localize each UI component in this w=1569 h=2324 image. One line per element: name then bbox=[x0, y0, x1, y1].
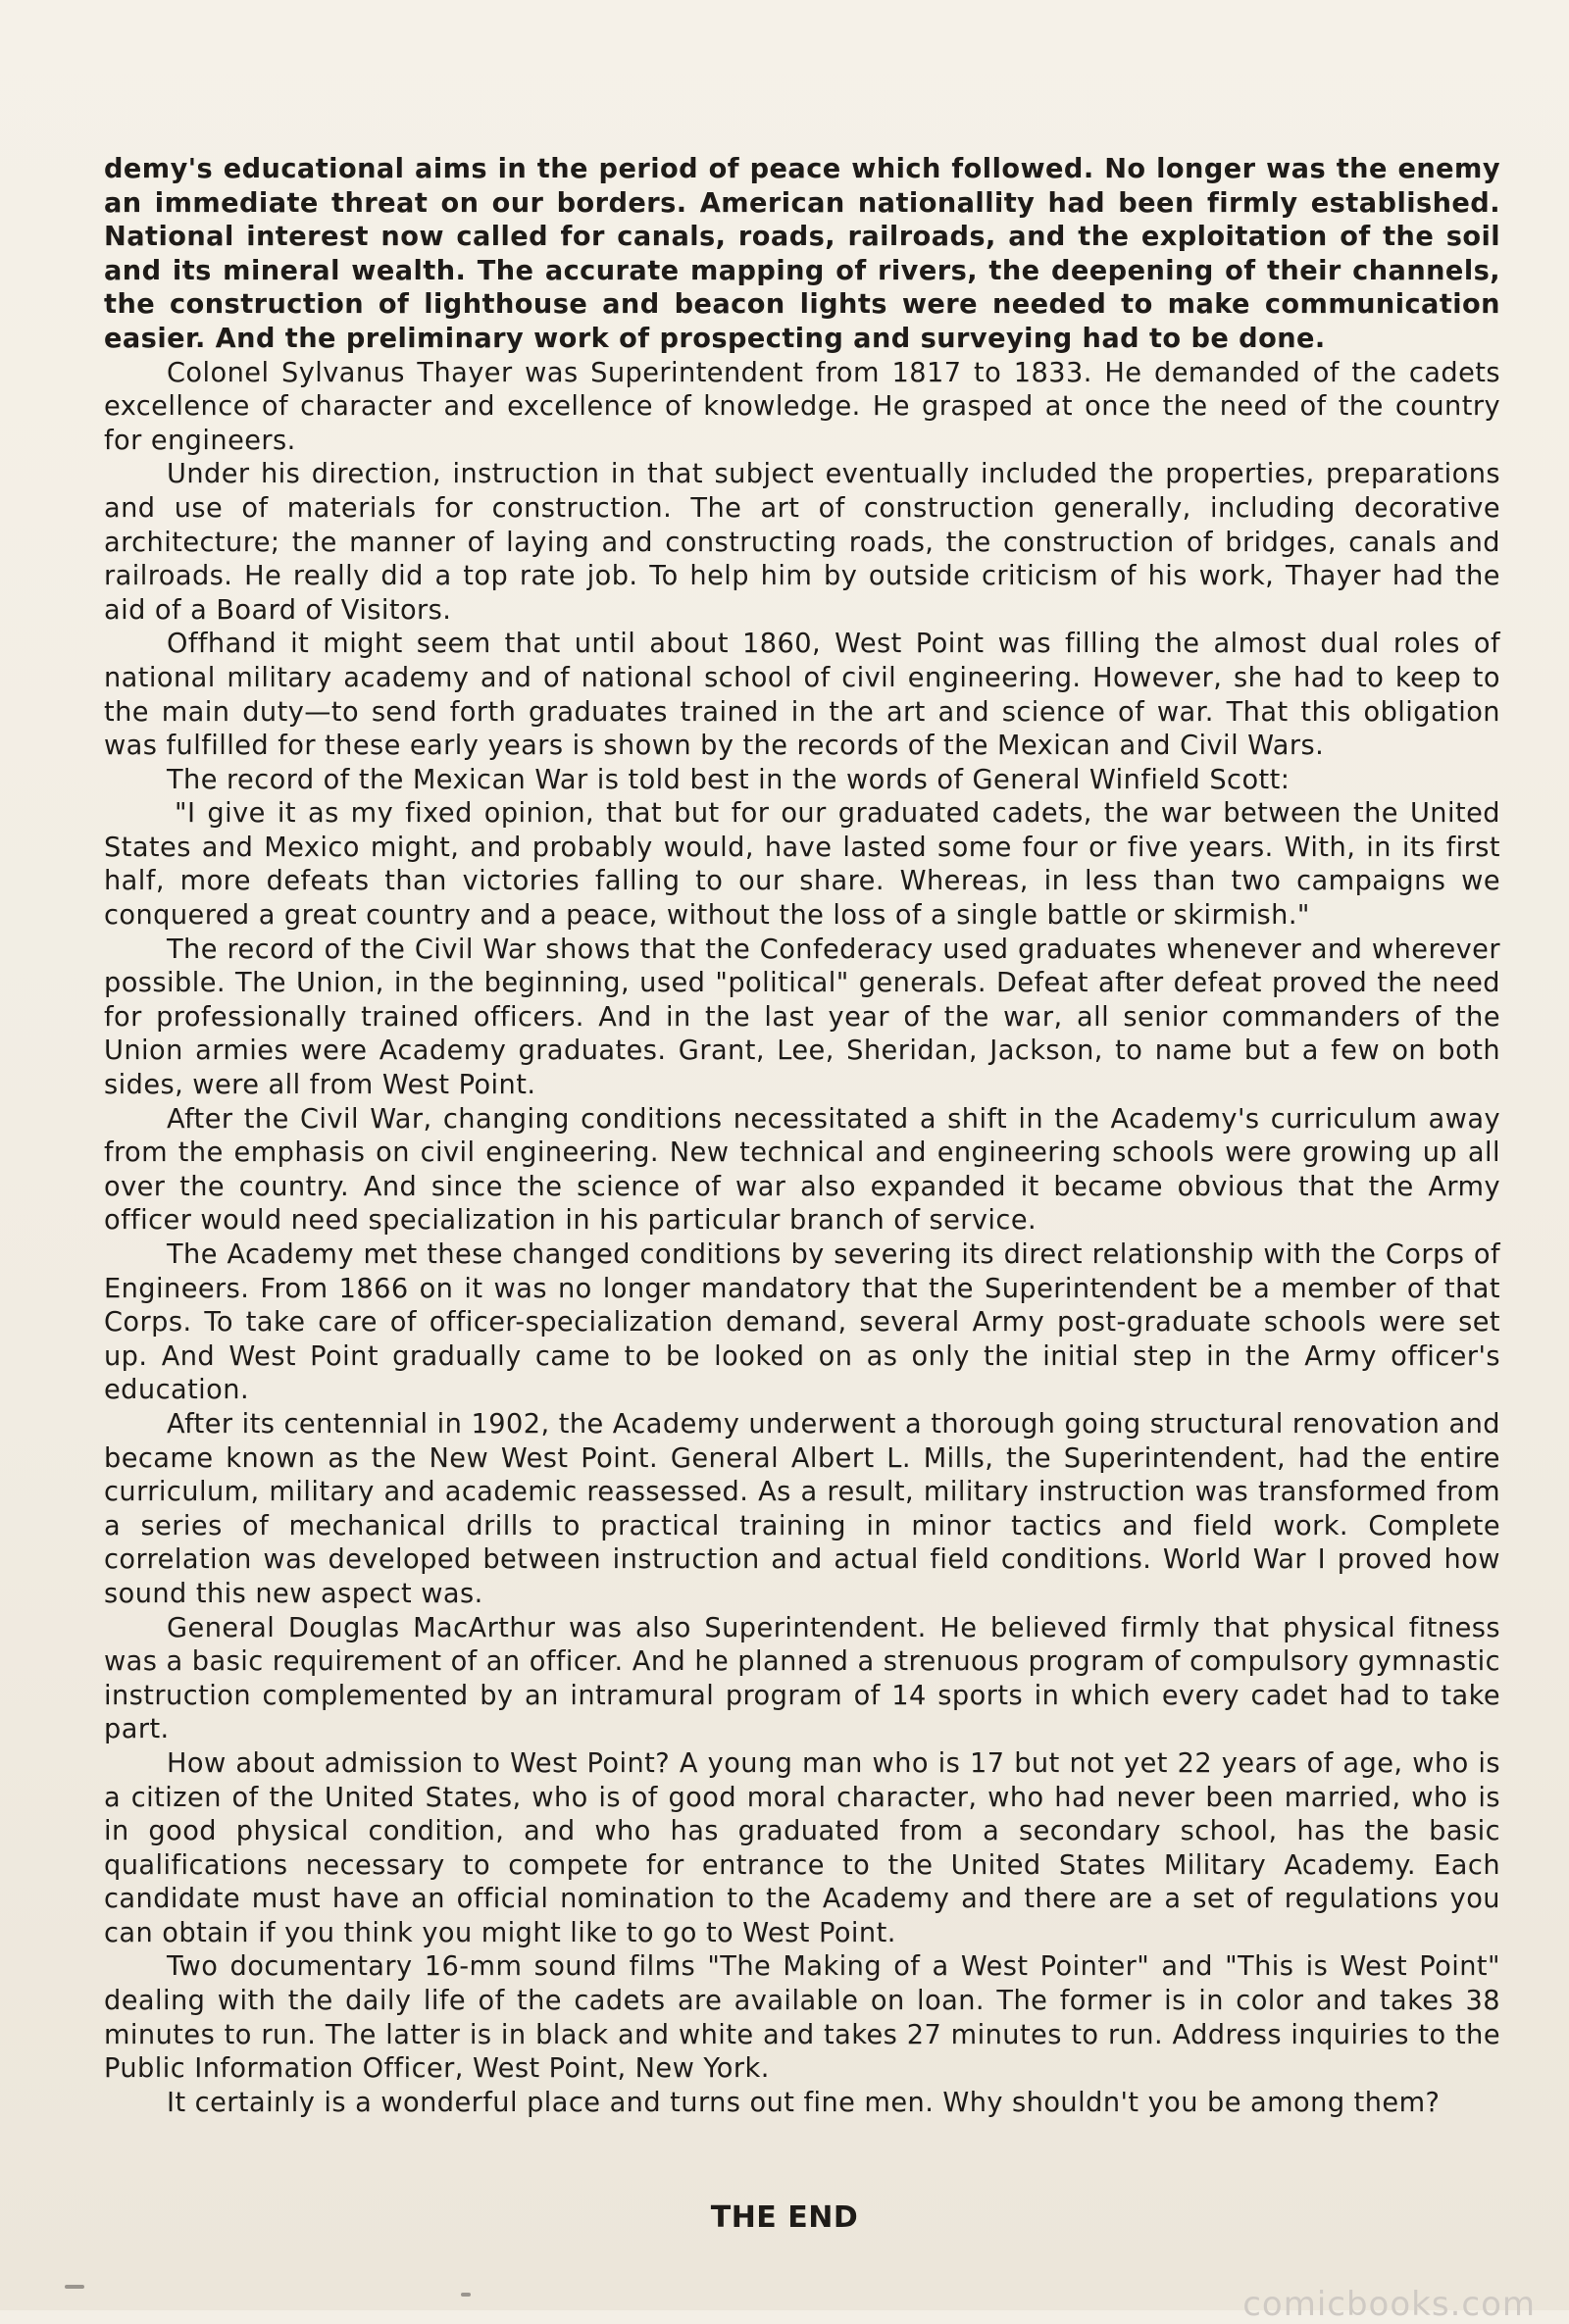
paragraph: General Douglas MacArthur was also Superintendent. He believed firmly that physical fitness was a basic requirement of an officer. And he planned a strenuous program of compulsory gymnastic instruction complemented by an intramural program of 14 sports in which every cadet had to take part. bbox=[104, 1612, 1500, 1745]
paragraph: It certainly is a wonderful place and turns out fine men. Why shouldn't you be among them? bbox=[167, 2087, 1441, 2118]
paragraph: Two documentary 16-mm sound films "The Making of a West Pointer" and "This is West Point" dealing with the daily life of the cadets are available on loan. The former is in color and takes 38 minutes to run. The latter is in black and white and takes 27 minutes to run. Address inquiries to the Public Information Officer, West Point, New York. bbox=[104, 1951, 1500, 2085]
scan-mark bbox=[65, 2285, 84, 2289]
paragraph: Colonel Sylvanus Thayer was Superintendent from 1817 to 1833. He demanded of the cadets excellence of character and excellence of knowledge. He grasped at once the need of the country for engineers. bbox=[104, 357, 1500, 456]
paragraph: How about admission to West Point? A young man who is 17 but not yet 22 years of age, who is a citizen of the United States, who is of good moral character, who had never been married, who is in good physical condition, and who has graduated from a secondary school, has the basic qualifications necessary to compete for entrance to the United States Military Academy. Each candidate must have an official nomination to the Academy and there are a set of regulations you can obtain if you think you might like to go to West Point. bbox=[104, 1747, 1500, 1948]
watermark: comicbooks.com bbox=[1242, 2285, 1536, 2324]
paragraph: demy's educational aims in the period of peace which followed. No longer was the enemy an immediate threat on our borders. American nationallity had been firmly established. National interest now called for canals, roads, railroads, and the exploitation of the soil and its mineral wealth. The accurate mapping of rivers, the deepening of their channels, the construction of lighthouse and beacon lights were needed to make communication easier. And the preliminary work of prospecting and surveying had to be done. bbox=[104, 154, 1500, 354]
paragraph: The record of the Civil War shows that the Confederacy used graduates whenever and wherever possible. The Union, in the beginning, used "political" generals. Defeat after defeat proved the need for professionally trained officers. And in the last year of the war, all senior commanders of the Union armies were Academy graduates. Grant, Lee, Sheridan, Jackson, to name but a few on both sides, were all from West Point. bbox=[104, 934, 1500, 1101]
the-end-label: THE END bbox=[710, 2200, 859, 2235]
scan-mark bbox=[461, 2293, 471, 2297]
article-body bbox=[104, 153, 1500, 2120]
paragraph: Offhand it might seem that until about 1860, West Point was filling the almost dual roles of national military academy and of national school of civil engineering. However, she had to keep to the main duty—to send forth graduates trained in the art and science of war. That this obligation was fulfilled for these early years is shown by the records of the Mexican and Civil Wars. bbox=[104, 629, 1500, 762]
paragraph: The Academy met these changed conditions by severing its direct relationship with the Corps of Engineers. From 1866 on it was no longer mandatory that the Superintendent be a member of that Corps. To take care of officer-specialization demand, several Army post-graduate schools were set up. And West Point gradually came to be looked on as only the initial step in the Army officer's education. bbox=[104, 1239, 1500, 1406]
paragraph: The record of the Mexican War is told best in the words of General Winfield Scott: bbox=[167, 764, 1291, 795]
paragraph: Under his direction, instruction in that subject eventually included the properties, preparations and use of materials for construction. The art of construction generally, including decorative architecture; the manner of laying and constructing roads, the construction of bridges, canals and railroads. He really did a top rate job. To help him by outside criticism of his work, Thayer had the aid of a Board of Visitors. bbox=[104, 459, 1500, 626]
paragraph: After its centennial in 1902, the Academy underwent a thorough going structural renovation and became known as the New West Point. General Albert L. Mills, the Superintendent, had the entire curriculum, military and academic reassessed. As a result, military instruction was transformed from a series of mechanical drills to practical training in minor tactics and field work. Complete correlation was developed between instruction and actual field conditions. World War I proved how sound this new aspect was. bbox=[104, 1408, 1500, 1609]
paragraph: After the Civil War, changing conditions necessitated a shift in the Academy's curriculum away from the emphasis on civil engineering. New technical and engineering schools were growing up all over the country. And since the science of war also expanded it became obvious that the Army officer would need specialization in his particular branch of service. bbox=[104, 1103, 1500, 1237]
paragraph: "I give it as my fixed opinion, that but for our graduated cadets, the war between the United States and Mexico might, and probably would, have lasted some four or five years. With, in its first half, more defeats than victories falling to our share. Whereas, in less than two campaigns we conquered a great country and a peace, without the loss of a single battle or skirmish." bbox=[104, 798, 1500, 932]
